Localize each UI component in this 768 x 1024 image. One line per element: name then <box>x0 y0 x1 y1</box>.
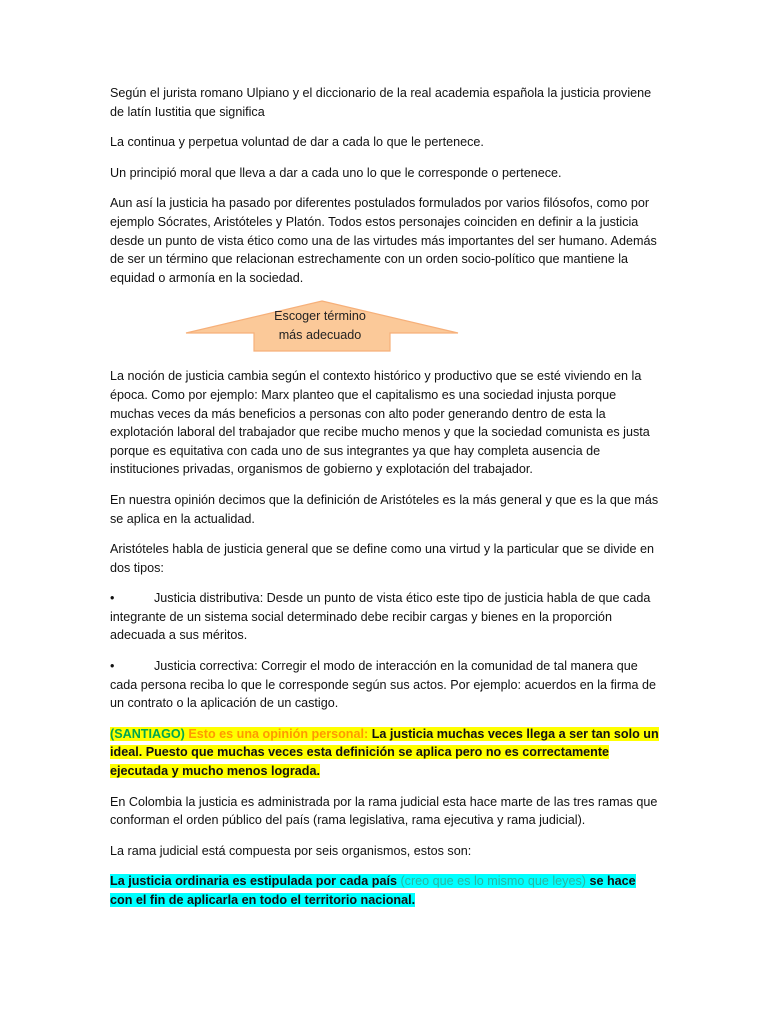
paragraph-marx: La noción de justicia cambia según el contexto histórico y productivo que se esté viviendo en la época. Como por ejemplo: Marx planteo que el capitalismo es una sociedad injusta porque muchas veces da más beneficios a personas con alto poder generando dentro de esta la explotación laboral del trabajador que recibe mucho menos y que la sociedad comunista es justa porque es equitativa con cada uno de sus integrantes ya que hay completa ausencia de instituciones privadas, organismos de gobierno y explotación del trabajador. <box>110 369 650 477</box>
callout-label <box>260 307 380 345</box>
paragraph-philosophers: Aun así la justicia ha pasado por diferentes postulados formulados por varios filósofos, como por ejemplo Sócrates, Aristóteles y Platón. Todos estos personajes coinciden en definir a la justicia desde un punto de vista ético como una de las virtudes más importantes del ser humano. Además de ser un término que relacionan estrechamente con un orden socio-político que mantiene la equidad o armonía en la sociedad. <box>110 196 657 285</box>
bullet-correctiva <box>110 657 660 713</box>
paragraph-colombia: En Colombia la justicia es administrada por la rama judicial esta hace marte de las tres ramas que conforman el orden público del país (rama legislativa, rama ejecutiva y rama judicial). <box>110 794 658 828</box>
bullet-dot: • <box>110 659 115 674</box>
paragraph-definition-1: La continua y perpetua voluntad de dar a cada lo que le pertenece. <box>110 135 484 150</box>
justicia-ordinaria-text-a: La justicia ordinaria es estipulada por cada país <box>110 874 397 889</box>
paragraph-aristotle: Aristóteles habla de justicia general que se define como una virtud y la particular que se divide en dos tipos: <box>110 542 654 575</box>
highlight-cyan <box>110 874 636 907</box>
justicia-ordinaria-note: (creo que es lo mismo que leyes) <box>400 874 586 889</box>
highlighted-opinion <box>110 725 660 781</box>
justicia-ordinaria-text-b: se hace con el fin de aplicarla en todo el territorio nacional. <box>110 874 636 907</box>
document-page <box>110 84 660 922</box>
callout-arrow <box>110 299 660 355</box>
callout-line-2: más adecuado <box>278 328 362 343</box>
bullet-text-correctiva: Justicia correctiva: Corregir el modo de interacción en la comunidad de tal manera que cada persona reciba lo que le corresponde según sus actos. Por ejemplo: acuerdos en la firma de un contrato o la aplicación de un castigo. <box>110 659 657 711</box>
author-tag: (SANTIAGO) <box>110 726 185 741</box>
bullet-dot: • <box>110 591 115 606</box>
bullet-distributiva <box>110 589 660 645</box>
bullet-text-distributiva: Justicia distributiva: Desde un punto de vista ético este tipo de justicia habla de que cada integrante de un sistema social determinado debe recibir cargas y bienes en la proporción adecuada a sus méritos. <box>110 591 651 643</box>
opinion-text: La justicia muchas veces llega a ser tan solo un ideal. Puesto que muchas veces esta definición se aplica pero no es correctamente ejecutada y mucho menos lograda. <box>110 726 659 779</box>
highlight-yellow <box>110 727 659 778</box>
paragraph-definition-2: Un principió moral que lleva a dar a cada uno lo que le corresponde o pertenece. <box>110 165 562 180</box>
highlighted-justicia-ordinaria <box>110 872 660 909</box>
callout-line-1: Escoger término <box>274 309 366 324</box>
opinion-note: Esto es una opinión personal: <box>188 726 369 741</box>
paragraph-intro: Según el jurista romano Ulpiano y el diccionario de la real academia española la justicia proviene de latín Iustitia que significa <box>110 86 652 119</box>
paragraph-opinion: En nuestra opinión decimos que la definición de Aristóteles es la más general y que es la que más se aplica en la actualidad. <box>110 492 659 526</box>
paragraph-organismos: La rama judicial está compuesta por seis organismos, estos son: <box>110 843 472 858</box>
